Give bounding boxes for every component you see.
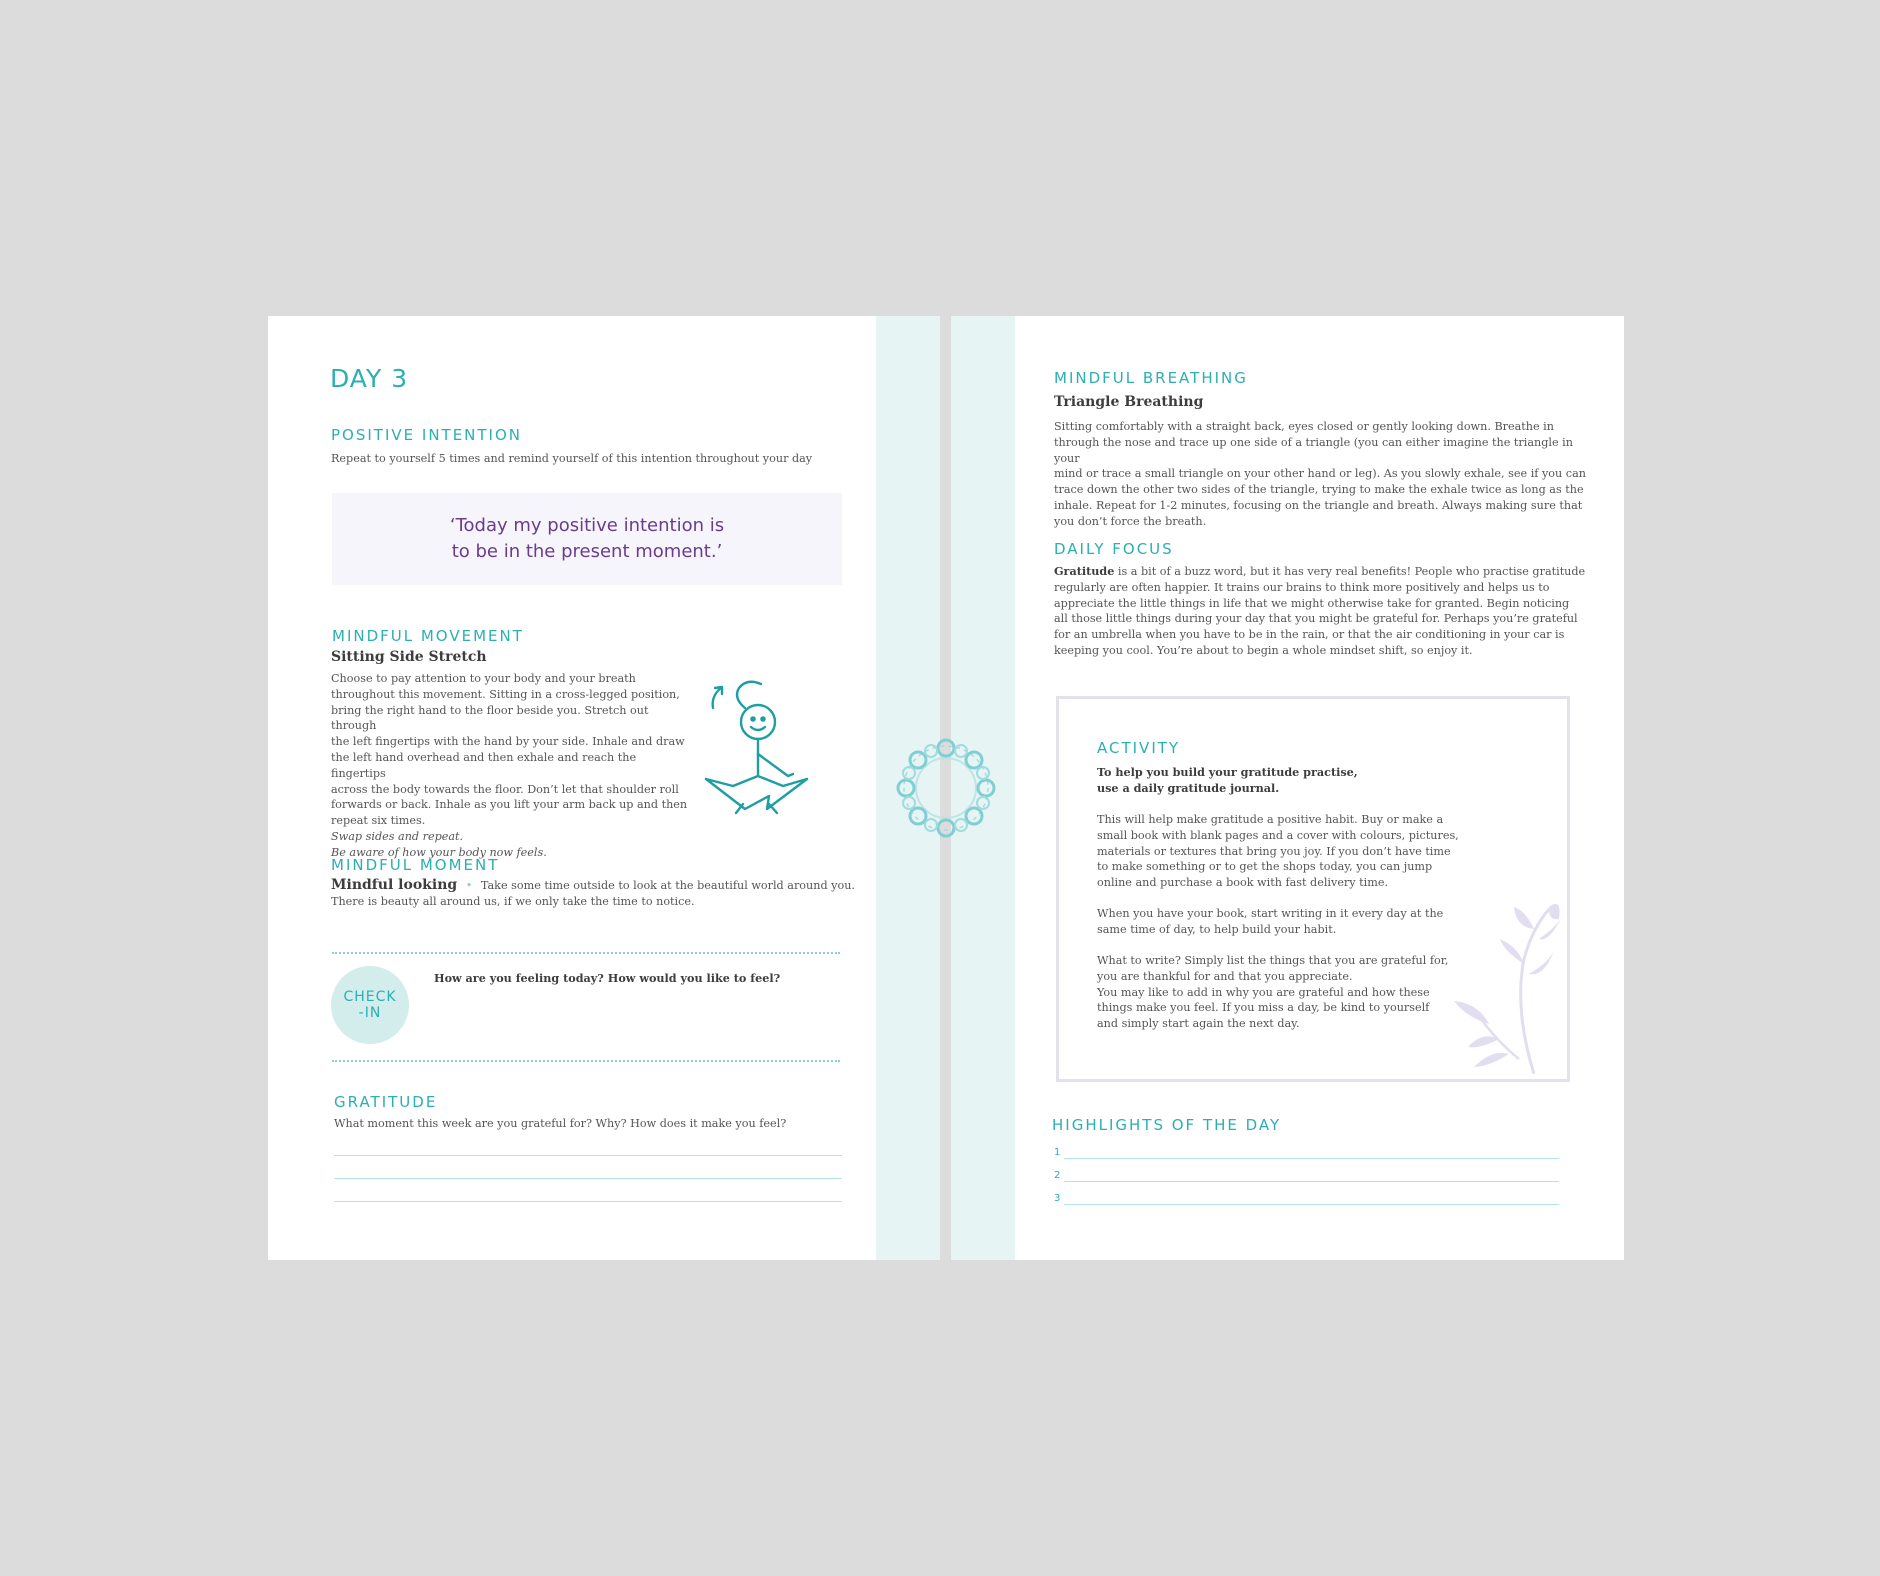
gratitude-write-line[interactable]	[334, 1201, 842, 1202]
highlight-number: 1	[1054, 1147, 1061, 1158]
gratitude-heading: GRATITUDE	[334, 1093, 438, 1111]
checkin-divider-top	[332, 952, 840, 954]
highlights-heading: HIGHLIGHTS OF THE DAY	[1052, 1116, 1282, 1134]
daily-focus-line: keeping you cool. You’re about to begin a whole mindset shift, so enjoy it.	[1054, 643, 1473, 657]
movement-line: throughout this movement. Sitting in a cross-legged position,	[331, 687, 680, 701]
movement-italic-line: Be aware of how your body now feels.	[331, 845, 547, 859]
left-page	[268, 316, 940, 1260]
mindful-moment-text-line-2: There is beauty all around us, if we only take the time to notice.	[331, 894, 695, 908]
movement-line: the left fingertips with the hand by your side. Inhale and draw	[331, 735, 685, 749]
breathing-line: trace down the other two sides of the triangle, trying to make the exhale twice as long as the	[1054, 483, 1584, 497]
gratitude-write-line[interactable]	[334, 1178, 842, 1179]
breathing-line: through the nose and trace up one side of a triangle (you can either imagine the triangle in your	[1054, 435, 1573, 465]
daily-focus-line: all those little things during your day that you might be grateful for. Perhaps you’re grateful	[1054, 612, 1578, 626]
mindful-moment-subtitle: Mindful looking	[331, 877, 458, 893]
movement-line: repeat six times.	[331, 814, 426, 828]
mindful-breathing-text	[1054, 419, 1594, 530]
activity-intro	[1097, 765, 1457, 797]
highlight-write-line[interactable]	[1064, 1181, 1559, 1182]
daily-focus-line: appreciate the little things in life that we might otherwise take for granted. Begin noticing	[1054, 596, 1570, 610]
checkin-label-line-1: CHECK	[343, 989, 397, 1005]
movement-line: across the body towards the floor. Don’t let that shoulder roll	[331, 782, 679, 796]
daily-focus-line: regularly are often happier. It trains our brains to think more positively and helps us to	[1054, 580, 1550, 594]
activity-line: This will help make gratitude a positive habit. Buy or make a	[1097, 813, 1444, 826]
mandala-ornament-icon	[885, 736, 1007, 840]
movement-italic-line: Swap sides and repeat.	[331, 829, 464, 843]
highlight-number: 3	[1054, 1193, 1061, 1204]
activity-line: small book with blank pages and a cover with colours, pictures,	[1097, 828, 1459, 842]
activity-line: What to write? Simply list the things that you are grateful for,	[1097, 954, 1449, 967]
day-title: DAY 3	[330, 364, 409, 393]
checkin-divider-bottom	[332, 1060, 840, 1062]
highlight-write-line[interactable]	[1064, 1158, 1559, 1159]
movement-line: forwards or back. Inhale as you lift your arm back up and then	[331, 798, 688, 812]
highlight-number: 2	[1054, 1170, 1061, 1181]
activity-line: materials or textures that bring you joy. If you don’t have time	[1097, 844, 1451, 858]
checkin-question: How are you feeling today? How would you like to feel?	[434, 971, 781, 985]
mindful-moment-text-line-1: Take some time outside to look at the beautiful world around you.	[480, 879, 855, 892]
activity-line: online and purchase a book with fast delivery time.	[1097, 876, 1389, 890]
activity-intro-line: To help you build your gratitude practise,	[1097, 765, 1358, 779]
activity-line: you are thankful for and that you appreciate.	[1097, 969, 1353, 983]
daily-focus-line: for an umbrella when you have to be in the rain, or that the air conditioning in your car is	[1054, 628, 1565, 642]
mindful-breathing-heading: MINDFUL BREATHING	[1054, 369, 1248, 387]
activity-intro-line: use a daily gratitude journal.	[1097, 780, 1280, 795]
activity-heading: ACTIVITY	[1097, 739, 1181, 757]
breathing-line: you don’t force the breath.	[1054, 514, 1207, 528]
activity-line: When you have your book, start writing in it every day at the	[1097, 907, 1444, 920]
checkin-badge	[331, 966, 409, 1044]
activity-paragraph-1	[1097, 812, 1477, 891]
daily-focus-lead-word: Gratitude	[1054, 564, 1115, 578]
activity-line: things make you feel. If you miss a day, be kind to yourself	[1097, 1001, 1430, 1015]
activity-line: same time of day, to help build your habit.	[1097, 922, 1337, 936]
movement-line: Choose to pay attention to your body and your breath	[331, 672, 636, 685]
positive-intention-instruction: Repeat to yourself 5 times and remind yourself of this intention throughout your day	[331, 452, 813, 465]
intention-quote-line-1: ‘Today my positive intention is	[449, 515, 725, 536]
activity-line: You may like to add in why you are grateful and how these	[1097, 985, 1430, 999]
mindful-movement-subtitle: Sitting Side Stretch	[331, 649, 487, 665]
activity-paragraph-2	[1097, 906, 1477, 938]
mindful-movement-heading: MINDFUL MOVEMENT	[332, 627, 524, 645]
bullet-separator: •	[465, 879, 473, 892]
mindful-breathing-subtitle: Triangle Breathing	[1054, 394, 1204, 410]
gratitude-write-line[interactable]	[334, 1155, 842, 1156]
mindful-moment-heading: MINDFUL MOMENT	[331, 856, 500, 874]
breathing-line: Sitting comfortably with a straight back, eyes closed or gently looking down. Breathe in	[1054, 420, 1554, 433]
activity-box	[1056, 696, 1570, 1082]
mindful-moment-block	[331, 878, 891, 910]
activity-paragraph-3	[1097, 953, 1477, 1032]
breathing-line: inhale. Repeat for 1-2 minutes, focusing on the triangle and breath. Always making sure that	[1054, 498, 1583, 512]
intention-quote-line-2: to be in the present moment.’	[451, 541, 723, 562]
activity-line: and simply start again the next day.	[1097, 1017, 1300, 1031]
right-page	[951, 316, 1624, 1260]
mindful-movement-text	[331, 671, 691, 861]
daily-focus-heading: DAILY FOCUS	[1054, 540, 1174, 558]
movement-line: the left hand overhead and then exhale and reach the fingertips	[331, 750, 637, 780]
highlight-write-line[interactable]	[1064, 1204, 1559, 1205]
activity-line: to make something or to get the shops today, you can jump	[1097, 860, 1433, 874]
leaf-branch-icon	[1444, 899, 1564, 1074]
gratitude-question: What moment this week are you grateful for? Why? How does it make you feel?	[334, 1117, 787, 1130]
daily-focus-text	[1054, 564, 1594, 659]
breathing-line: mind or trace a small triangle on your other hand or leg). As you slowly exhale, see if you can	[1054, 467, 1586, 481]
stretching-figure-icon	[703, 676, 823, 826]
movement-line: bring the right hand to the floor beside you. Stretch out through	[331, 703, 649, 733]
checkin-label-line-2: -IN	[358, 1005, 382, 1021]
daily-focus-first-line: is a bit of a buzz word, but it has very real benefits! People who practise gratitude	[1114, 565, 1586, 578]
intention-quote-box	[332, 493, 842, 585]
positive-intention-heading: POSITIVE INTENTION	[331, 426, 523, 444]
